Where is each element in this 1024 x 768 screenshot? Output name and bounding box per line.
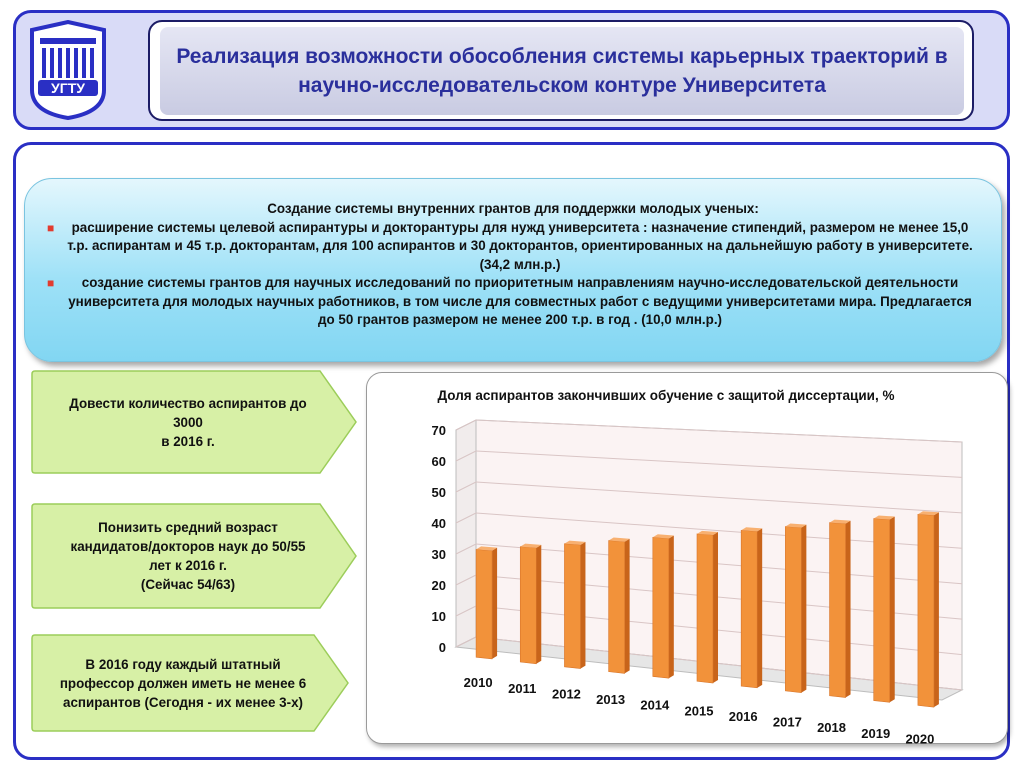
bar-front bbox=[476, 549, 492, 659]
bar-side bbox=[669, 535, 674, 678]
chart-y-axis bbox=[432, 423, 446, 655]
x-tick-label: 2019 bbox=[861, 725, 891, 741]
bar-side bbox=[713, 532, 718, 683]
bar-front bbox=[520, 547, 536, 664]
grants-item bbox=[47, 219, 979, 275]
y-tick-label: 50 bbox=[431, 485, 446, 500]
x-tick-label: 2013 bbox=[596, 692, 626, 708]
goal-line: 3000 bbox=[173, 414, 203, 430]
y-tick-label: 40 bbox=[431, 516, 446, 531]
goal-line: аспирантов (Сегодня - их менее 3-х) bbox=[63, 694, 303, 710]
bar-front bbox=[830, 523, 846, 698]
y-tick-label: 70 bbox=[431, 423, 446, 438]
x-tick-label: 2014 bbox=[640, 697, 670, 713]
bar-side bbox=[625, 539, 630, 674]
bar bbox=[697, 531, 718, 683]
bar bbox=[653, 534, 674, 678]
bar-front bbox=[918, 514, 934, 707]
y-tick-label: 60 bbox=[431, 454, 446, 469]
x-tick-label: 2015 bbox=[684, 703, 714, 719]
goal-arrow-age bbox=[30, 503, 360, 609]
bullet-square-icon: ■ bbox=[47, 220, 55, 235]
bar-front bbox=[564, 544, 580, 669]
chart-title: Доля аспирантов закончивших обучение с защитой диссертации, % bbox=[437, 388, 895, 403]
bar-front bbox=[741, 530, 757, 688]
bar-front bbox=[609, 541, 625, 674]
goal-line: В 2016 году каждый штатный bbox=[85, 656, 281, 672]
bar bbox=[476, 546, 497, 659]
goal-line: в 2016 г. bbox=[161, 433, 215, 449]
bar-side bbox=[580, 542, 585, 669]
x-tick-label: 2012 bbox=[551, 686, 581, 702]
bar-side bbox=[536, 545, 541, 664]
y-tick-label: 20 bbox=[431, 578, 446, 593]
x-tick-label: 2016 bbox=[728, 708, 758, 724]
bar-front bbox=[785, 527, 801, 693]
bar-side bbox=[934, 512, 939, 707]
x-tick-label: 2011 bbox=[508, 680, 537, 696]
goal-text bbox=[38, 503, 338, 609]
x-tick-label: 2017 bbox=[772, 714, 802, 730]
goal-text bbox=[38, 634, 328, 732]
bullet-square-icon: ■ bbox=[47, 276, 55, 290]
bar-side bbox=[846, 521, 851, 698]
bar-side bbox=[492, 548, 497, 659]
goal-arrow-professor bbox=[30, 634, 360, 732]
x-tick-label: 2010 bbox=[463, 675, 493, 691]
bar bbox=[830, 520, 851, 698]
goal-line: (Сейчас 54/63) bbox=[140, 577, 236, 592]
bar bbox=[520, 544, 541, 664]
goal-line: лет к 2016 г. bbox=[149, 558, 227, 573]
grants-item-text: расширение системы целевой аспирантуры и докторантуры для нужд университета : назначение стипендий, размером не менее 15,0 т.р. аспирантам и 45 т.р. докторантам, для 100 аспирантов и 30 докторантов, ориентированных на дальнейшую работу в университете. (34,2 млн.р.) bbox=[67, 219, 973, 272]
logo-text: УГТУ bbox=[51, 80, 85, 96]
bar bbox=[741, 527, 762, 688]
bar-side bbox=[890, 517, 895, 703]
goal-arrow-aspirants bbox=[30, 370, 360, 474]
bar-side bbox=[801, 525, 806, 693]
x-tick-label: 2018 bbox=[817, 720, 847, 736]
y-tick-label: 0 bbox=[438, 640, 446, 655]
goal-text bbox=[38, 370, 338, 474]
chart-side-wall bbox=[456, 420, 476, 647]
grants-heading: Создание системы внутренних грантов для поддержки молодых ученых: bbox=[267, 201, 759, 216]
bar bbox=[564, 541, 585, 669]
bar bbox=[785, 524, 806, 693]
bar-front bbox=[697, 534, 713, 683]
goal-line: профессор должен иметь не менее 6 bbox=[59, 675, 307, 691]
bar-side bbox=[757, 528, 762, 687]
bar bbox=[609, 538, 630, 674]
bar bbox=[874, 516, 895, 703]
university-logo bbox=[24, 20, 112, 120]
grants-item-text: создание системы грантов для научных исследований по приоритетным направлениям научно-исследовательской деятельности университета для молодых научных работников, в том числе для совместных работ с ведущими университетами мира. Предлагается до 50 грантов размером не менее 200 т.р. в год . (10,0 млн.р.) bbox=[68, 275, 972, 327]
bar bbox=[918, 511, 939, 707]
goal-line: Понизить средний возраст bbox=[98, 520, 278, 535]
grants-item bbox=[47, 274, 979, 330]
y-tick-label: 10 bbox=[431, 609, 446, 624]
bar-front bbox=[653, 537, 669, 678]
y-tick-label: 30 bbox=[431, 547, 446, 562]
x-tick-label: 2020 bbox=[905, 731, 935, 744]
goal-line: кандидатов/докторов наук до 50/55 bbox=[70, 539, 306, 554]
page-title: Реализация возможности обособления системы карьерных траекторий в научно-исследовательском контуре Университета bbox=[160, 27, 964, 115]
bar-chart bbox=[366, 372, 1008, 744]
grants-panel bbox=[24, 178, 1002, 362]
bar-front bbox=[874, 519, 890, 703]
goal-line: Довести количество аспирантов до bbox=[69, 395, 307, 411]
logo-emblem-icon bbox=[24, 20, 112, 120]
